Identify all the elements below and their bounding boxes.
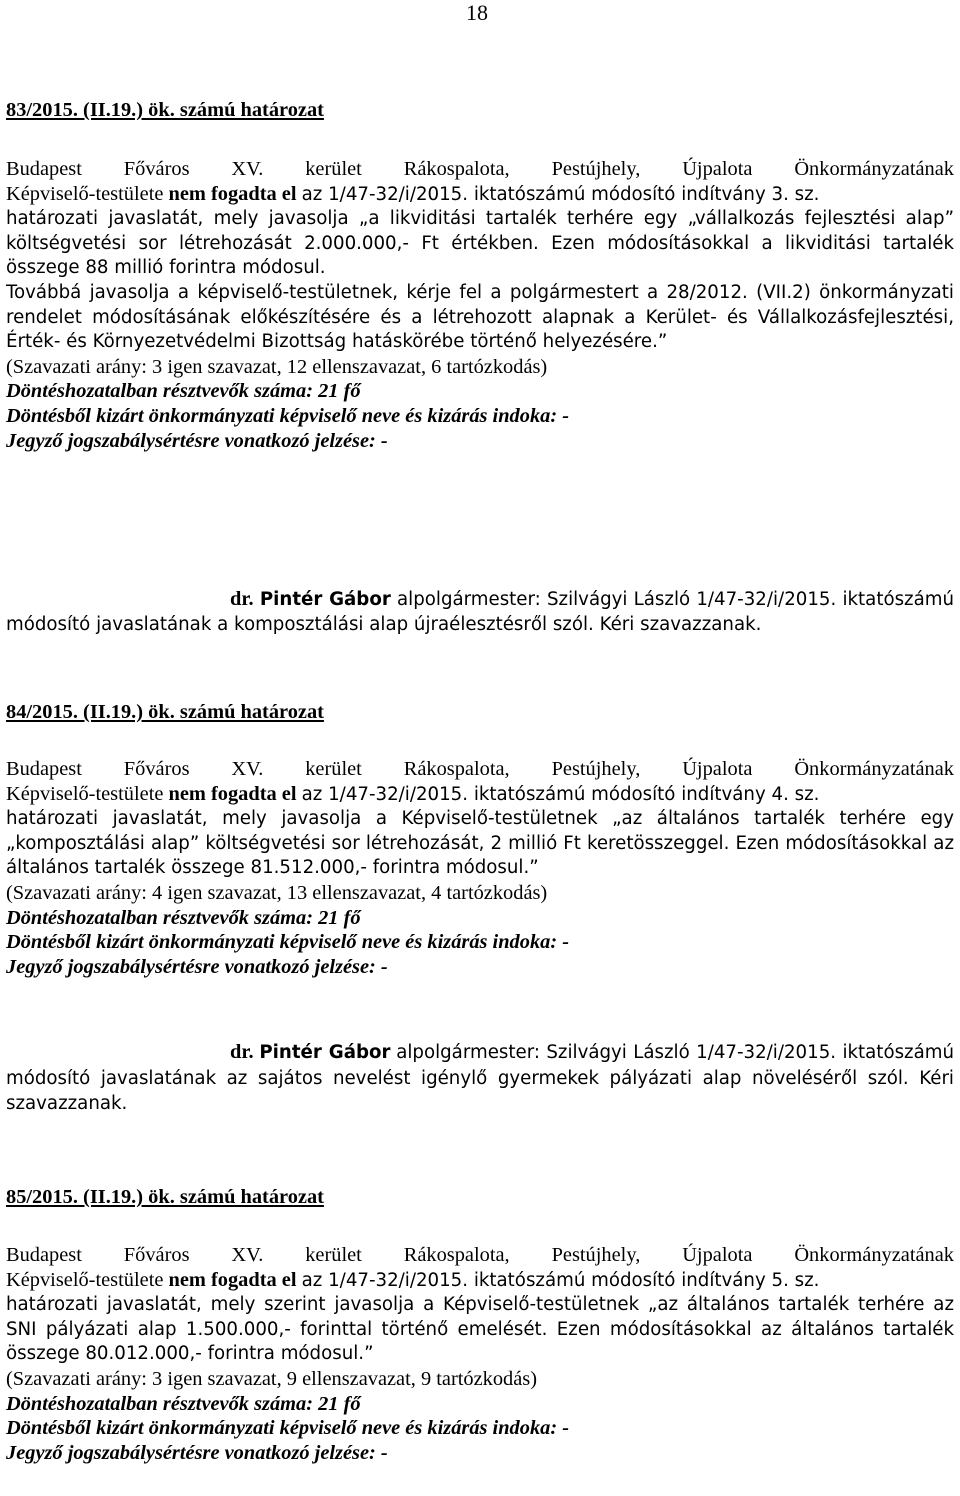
notary-notice: Jegyző jogszabálysértésre vonatkozó jelzése: - bbox=[6, 1441, 388, 1464]
speech-text: alpolgármester: Szilvágyi László 1/47-32/i/2015. iktatószámú módosító javaslatának az sajátos nevelést igénylő gyermekek pályázati alap növeléséről szól. Kéri szavazzanak. bbox=[6, 1042, 954, 1115]
body-name: Képviselő-testülete bbox=[6, 182, 164, 205]
excluded-members: Döntésből kizárt önkormányzati képviselő neve és kizárás indoka: - bbox=[6, 1417, 570, 1440]
speech-2 bbox=[6, 1040, 954, 1117]
body-name: Képviselő-testülete bbox=[6, 782, 164, 805]
participants-count: Döntéshozatalban résztvevők száma: 21 fő bbox=[6, 1392, 361, 1415]
decision-outcome: nem fogadta el bbox=[168, 1268, 297, 1291]
decision-reference: az 1/47-32/i/2015. iktatószámú módosító indítvány 5. sz. bbox=[301, 1269, 820, 1291]
speech-text bbox=[6, 587, 954, 637]
decision-intro-line: Budapest Főváros XV. kerület Rákospalota, Pestújhely, Újpalota Önkormányzatának bbox=[6, 1244, 954, 1266]
decision-outcome: nem fogadta el bbox=[168, 782, 297, 805]
excluded-members: Döntésből kizárt önkormányzati képviselő neve és kizárás indoka: - bbox=[6, 404, 570, 427]
decision-outcome: nem fogadta el bbox=[168, 182, 297, 205]
speaker-name: Pintér Gábor bbox=[259, 1042, 391, 1063]
decision-85-body bbox=[6, 1243, 954, 1465]
speaker-name: Pintér Gábor bbox=[259, 589, 391, 610]
decision-intro-line-2 bbox=[6, 182, 954, 208]
decision-84 bbox=[6, 700, 954, 725]
decision-85 bbox=[6, 1185, 954, 1210]
speech-text-line bbox=[6, 1040, 954, 1117]
notary-notice: Jegyző jogszabálysértésre vonatkozó jelzése: - bbox=[6, 955, 388, 978]
decision-proposal-text: határozati javaslatát, mely szerint javasolja a Képviselő-testületnek „az általános tartalék terhére az SNI pályázati alap 1.500.000,- forinttal történő emelését. Ezen módosításokkal az általános tartalék összege 80.012.000,- forintra módosul.” bbox=[6, 1294, 954, 1365]
decision-reference: az 1/47-32/i/2015. iktatószámú módosító indítvány 4. sz. bbox=[301, 783, 820, 805]
decision-intro-line: Budapest Főváros XV. kerület Rákospalota, Pestújhely, Újpalota Önkormányzatának bbox=[6, 758, 954, 780]
decision-intro-line-2 bbox=[6, 1268, 954, 1294]
decision-83 bbox=[6, 98, 954, 123]
decision-proposal-text: határozati javaslatát, mely javasolja „a likviditási tartalék terhére egy „vállalkozás fejlesztési alap” költségvetési sor létrehozását 2.000.000,- Ft értékben. Ezen módosításokkal a likviditási tartalék összege 88 millió forintra módosul. bbox=[6, 208, 954, 279]
notary-notice: Jegyző jogszabálysértésre vonatkozó jelzése: - bbox=[6, 429, 388, 452]
decision-intro-line: Budapest Főváros XV. kerület Rákospalota, Pestújhely, Újpalota Önkormányzatának bbox=[6, 158, 954, 180]
speech-body: alpolgármester: Szilvágyi László 1/47-32/i/2015. iktatószámú módosító javaslatának a komposztálási alap újraélesztésről szól. Kéri szavazzanak. bbox=[6, 589, 954, 635]
participants-count: Döntéshozatalban résztvevők száma: 21 fő bbox=[6, 380, 361, 403]
decision-83-body bbox=[6, 157, 954, 453]
decision-intro-line-2 bbox=[6, 782, 954, 808]
decision-title: 84/2015. (II.19.) ök. számú határozat bbox=[6, 701, 324, 723]
speaker-prefix: dr. bbox=[230, 588, 254, 610]
decision-title: 83/2015. (II.19.) ök. számú határozat bbox=[6, 99, 324, 121]
page-number: 18 bbox=[466, 0, 488, 25]
decision-reference: az 1/47-32/i/2015. iktatószámú módosító indítvány 3. sz. bbox=[301, 183, 820, 205]
decision-proposal-text: határozati javaslatát, mely javasolja a Képviselő-testületnek „az általános tartalék terhére egy „komposztálási alap” költségvetési sor létrehozását, 2 millió Ft keretösszeggel. Ezen módosításokkal az általános tartalék összege 81.512.000,- forintra módosul.” bbox=[6, 808, 954, 879]
speaker-prefix: dr. bbox=[230, 1041, 254, 1063]
body-name: Képviselő-testülete bbox=[6, 1268, 164, 1291]
vote-ratio: (Szavazati arány: 3 igen szavazat, 9 ellenszavazat, 9 tartózkodás) bbox=[6, 1367, 538, 1390]
decision-84-body bbox=[6, 757, 954, 979]
decision-proposal-text-2: Továbbá javasolja a képviselő-testületnek, kérje fel a polgármestert a 28/2012. (VII.2) önkormányzati rendelet módosításának előkészítésére és a létrehozott alapnak a Kerület- és Vállalkozásfejlesztési, Érték- és Környezetvédelmi Bizottság hatáskörébe történő helyezésére.” bbox=[6, 281, 954, 353]
decision-title: 85/2015. (II.19.) ök. számú határozat bbox=[6, 1186, 324, 1208]
excluded-members: Döntésből kizárt önkormányzati képviselő neve és kizárás indoka: - bbox=[6, 931, 570, 954]
vote-ratio: (Szavazati arány: 4 igen szavazat, 13 ellenszavazat, 4 tartózkodás) bbox=[6, 881, 548, 904]
participants-count: Döntéshozatalban résztvevők száma: 21 fő bbox=[6, 906, 361, 929]
vote-ratio: (Szavazati arány: 3 igen szavazat, 12 ellenszavazat, 6 tartózkodás) bbox=[6, 355, 548, 378]
speech-1 bbox=[6, 587, 954, 637]
